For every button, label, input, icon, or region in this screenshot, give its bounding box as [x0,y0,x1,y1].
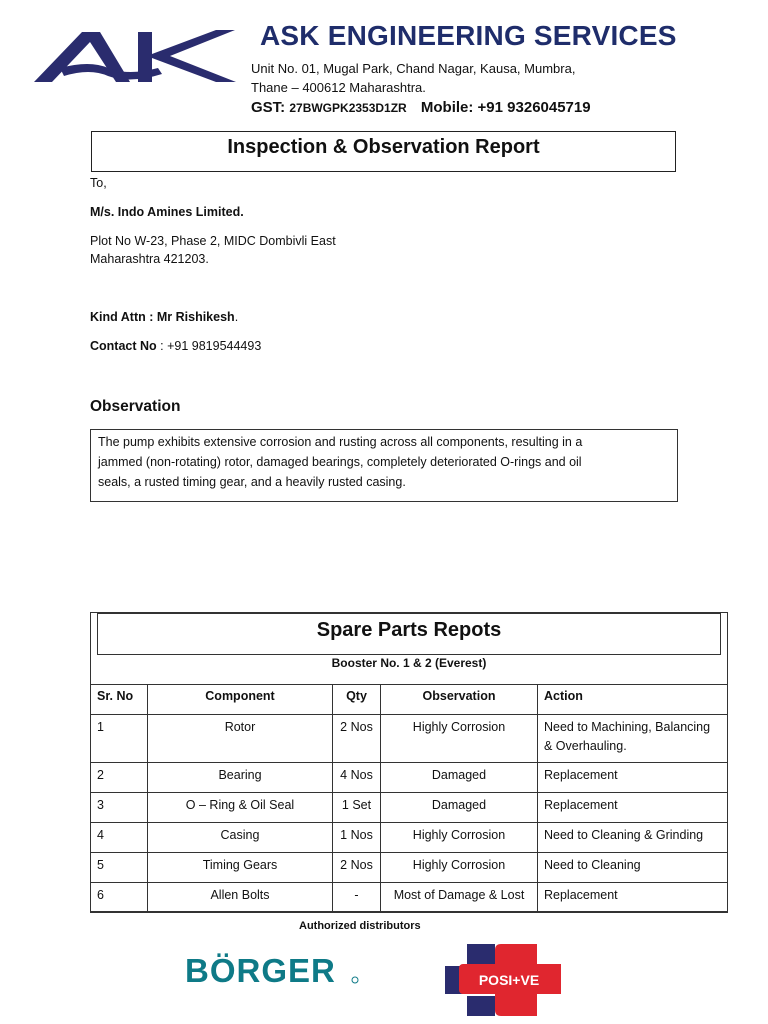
cell-sr-no: 1 [91,715,148,763]
cell-action: Replacement [538,793,728,823]
contact-label: Contact No [90,339,157,353]
cell-sr-no: 5 [91,853,148,883]
table-row [91,883,728,913]
table-header-row [91,685,728,715]
positive-logo [445,944,561,1016]
cell-action-line2: & Overhauling. [544,739,627,753]
authorized-distributors-label: Authorized distributors [299,920,421,932]
recipient-address-line2: Maharashtra 421203. [90,252,209,266]
recipient-company: M/s. Indo Amines Limited. [90,205,244,219]
cell-observation: Highly Corrosion [381,823,538,853]
cell-component: Rotor [148,715,333,763]
cell-observation: Highly Corrosion [381,715,538,763]
svg-text:BÖRGER: BÖRGER [185,952,336,989]
svg-text:POSI+VE: POSI+VE [478,972,540,988]
cell-qty: 2 Nos [333,715,381,763]
cell-qty: 1 Nos [333,823,381,853]
observation-line: seals, a rusted timing gear, and a heavily rusted casing. [98,475,406,489]
cell-component: Timing Gears [148,853,333,883]
report-title: Inspection & Observation Report [91,131,676,172]
cell-qty: 2 Nos [333,853,381,883]
cell-qty: 1 Set [333,793,381,823]
kind-attn-dot: . [234,310,239,324]
header-action: Action [538,685,728,715]
booster-subtitle: Booster No. 1 & 2 (Everest) [331,656,487,670]
table-row [91,715,728,763]
cell-action: Need to Cleaning [538,853,728,883]
cell-observation: Damaged [381,763,538,793]
gst-number: 27BWGPK2353D1ZR [289,101,407,115]
observation-heading: Observation [90,398,181,415]
cell-sr-no: 3 [91,793,148,823]
kind-attn [90,310,238,324]
cell-component: Allen Bolts [148,883,333,913]
cell-component: O – Ring & Oil Seal [148,793,333,823]
kind-attn-label: Kind Attn : Mr Rishikesh [90,310,235,324]
cell-sr-no: 4 [91,823,148,853]
company-address-line2: Thane – 400612 Maharashtra. [251,80,426,95]
cell-action: Replacement [538,883,728,913]
cell-component: Bearing [148,763,333,793]
cell-action: Need to Cleaning & Grinding [538,823,728,853]
cell-observation: Highly Corrosion [381,853,538,883]
contact-value: : +91 9819544493 [156,339,262,353]
company-address-line1: Unit No. 01, Mugal Park, Chand Nagar, Kausa, Mumbra, [251,61,576,76]
to-label: To, [90,176,107,190]
cell-sr-no: 2 [91,763,148,793]
cell-action-line1: Need to Machining, Balancing [544,720,711,734]
gst-mobile-line [251,99,591,116]
mobile-number: Mobile: +91 9326045719 [420,99,591,116]
spare-parts-title: Spare Parts Repots [97,613,721,655]
observation-line: jammed (non-rotating) rotor, damaged bearings, completely deteriorated O-rings and oil [98,455,582,469]
cell-component: Casing [148,823,333,853]
observation-box [90,429,678,502]
cell-action [538,715,728,763]
table-row [91,763,728,793]
gst-label: GST: [251,99,290,116]
cell-sr-no: 6 [91,883,148,913]
header-component: Component [148,685,333,715]
cell-observation: Most of Damage & Lost [381,883,538,913]
cell-observation: Damaged [381,793,538,823]
company-name: ASK ENGINEERING SERVICES [260,20,677,51]
borger-logo [185,950,365,990]
cell-action: Replacement [538,763,728,793]
cell-qty: 4 Nos [333,763,381,793]
header-observation: Observation [381,685,538,715]
cell-qty: - [333,883,381,913]
observation-line: The pump exhibits extensive corrosion and rusting across all components, resulting in a [98,435,583,449]
contact-line [90,339,261,353]
table-row [91,793,728,823]
header-sr-no: Sr. No [91,685,148,715]
recipient-address-line1: Plot No W-23, Phase 2, MIDC Dombivli East [90,234,336,248]
table-row [91,853,728,883]
ask-logo [30,24,240,86]
spare-parts-table [90,684,728,913]
header-qty: Qty [333,685,381,715]
table-row [91,823,728,853]
